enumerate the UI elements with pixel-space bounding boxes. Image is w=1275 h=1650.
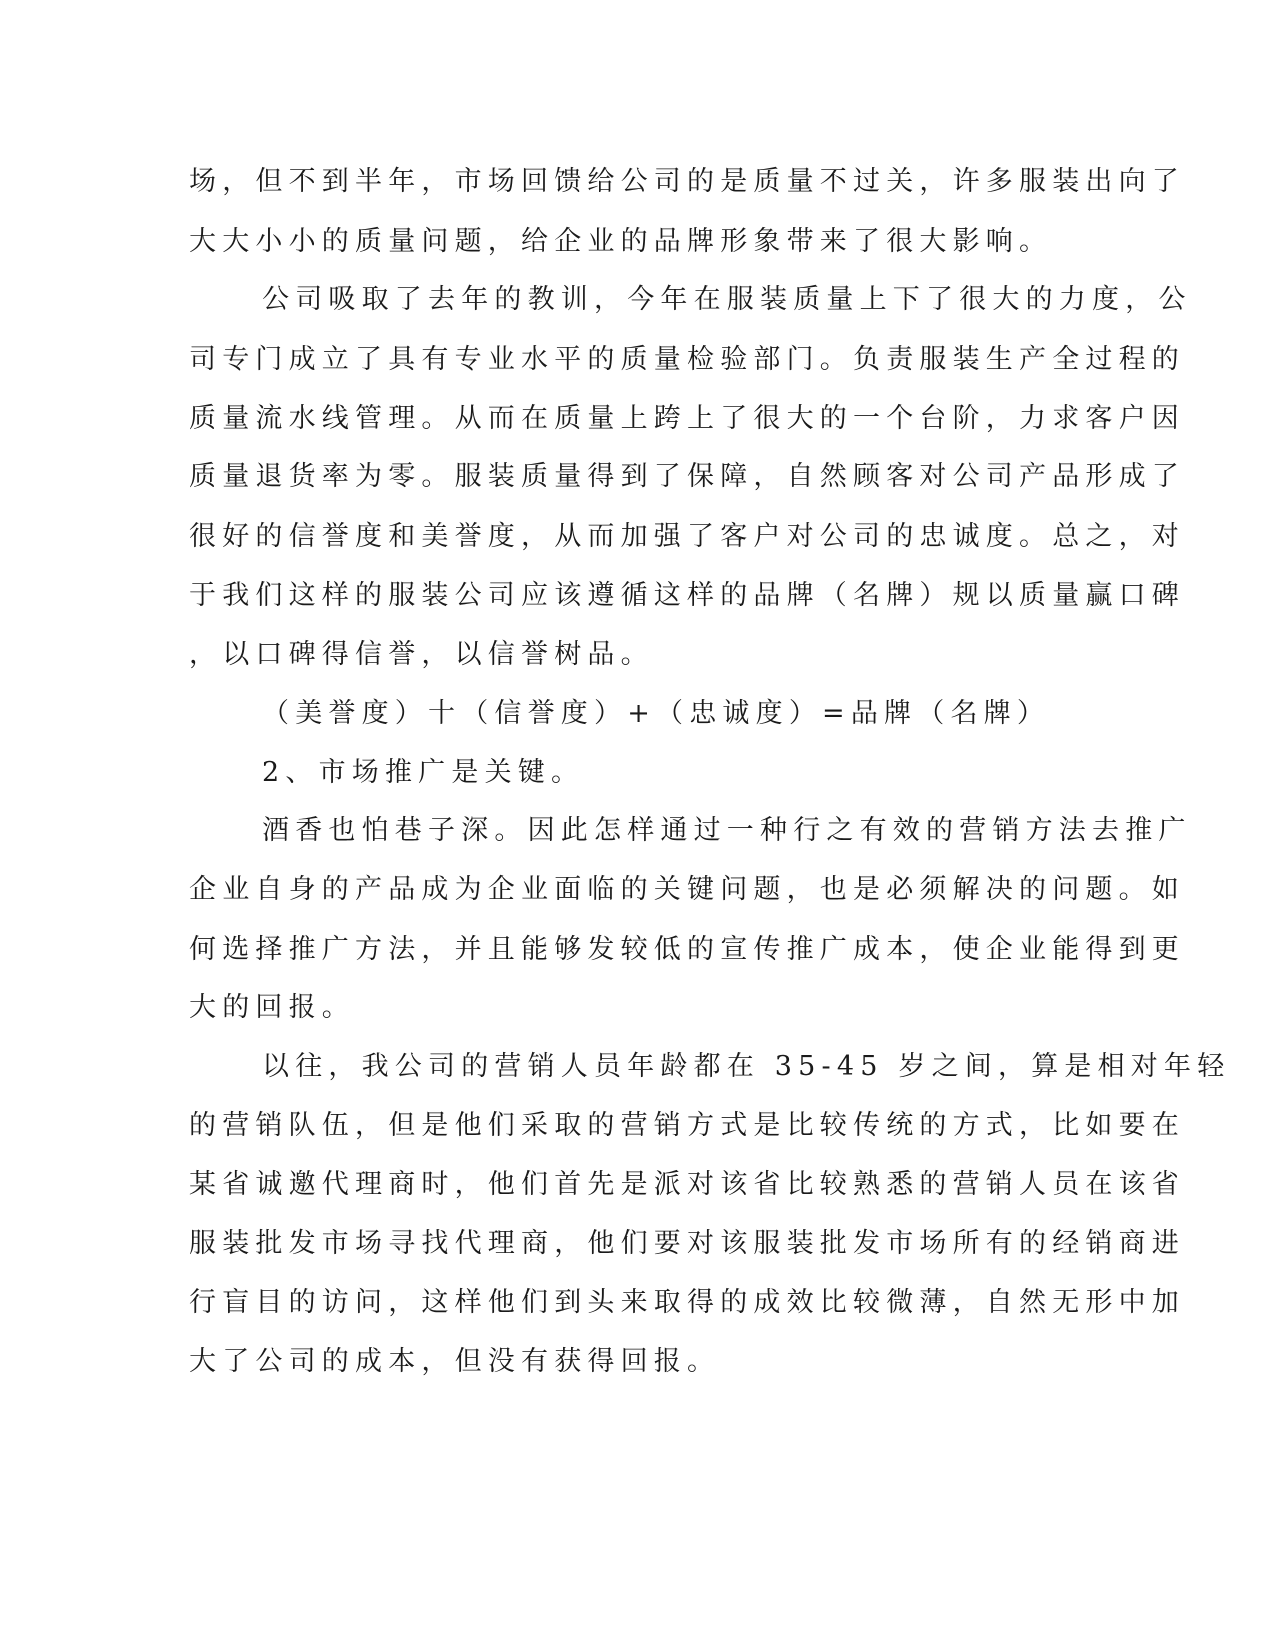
text-line: 以往，我公司的营销人员年龄都在 35-45 岁之间，算是相对年轻 xyxy=(262,1051,1231,1082)
text-line: 行盲目的访问，这样他们到头来取得的成效比较微薄，自然无形中加 xyxy=(189,1287,1185,1318)
text-line: 公司吸取了去年的教训，今年在服装质量上下了很大的力度，公 xyxy=(262,284,1192,315)
text-line: 企业自身的产品成为企业面临的关键问题，也是必须解决的问题。如 xyxy=(189,874,1185,905)
text-line: 大了公司的成本，但没有获得回报。 xyxy=(189,1346,721,1377)
text-line: 服装批发市场寻找代理商，他们要对该服装批发市场所有的经销商进 xyxy=(189,1228,1185,1259)
text-line: 的营销队伍，但是他们采取的营销方式是比较传统的方式，比如要在 xyxy=(189,1110,1185,1141)
text-line: ，以口碑得信誉，以信誉树品。 xyxy=(189,639,654,670)
text-line: 于我们这样的服装公司应该遵循这样的品牌（名牌）规以质量赢口碑 xyxy=(189,580,1185,611)
text-line: 大大小小的质量问题，给企业的品牌形象带来了很大影响。 xyxy=(189,226,1053,257)
formula-line: （美誉度）十（信誉度）+（忠诚度）=品牌（名牌） xyxy=(262,698,1051,729)
text-line: 何选择推广方法，并且能够发较低的宣传推广成本，使企业能得到更 xyxy=(189,934,1185,965)
text-line: 酒香也怕巷子深。因此怎样通过一种行之有效的营销方法去推广 xyxy=(262,815,1192,846)
text-line: 很好的信誉度和美誉度，从而加强了客户对公司的忠诚度。总之，对 xyxy=(189,521,1185,552)
text-line: 某省诚邀代理商时，他们首先是派对该省比较熟悉的营销人员在该省 xyxy=(189,1169,1185,1200)
text-line: 司专门成立了具有专业水平的质量检验部门。负责服装生产全过程的 xyxy=(189,344,1185,375)
section-heading: 2、市场推广是关键。 xyxy=(262,757,585,788)
text-line: 大的回报。 xyxy=(189,992,355,1023)
text-line: 质量流水线管理。从而在质量上跨上了很大的一个台阶，力求客户因 xyxy=(189,403,1185,434)
text-line: 场，但不到半年，市场回馈给公司的是质量不过关，许多服装出向了 xyxy=(189,166,1185,197)
text-line: 质量退货率为零。服装质量得到了保障，自然顾客对公司产品形成了 xyxy=(189,461,1185,492)
